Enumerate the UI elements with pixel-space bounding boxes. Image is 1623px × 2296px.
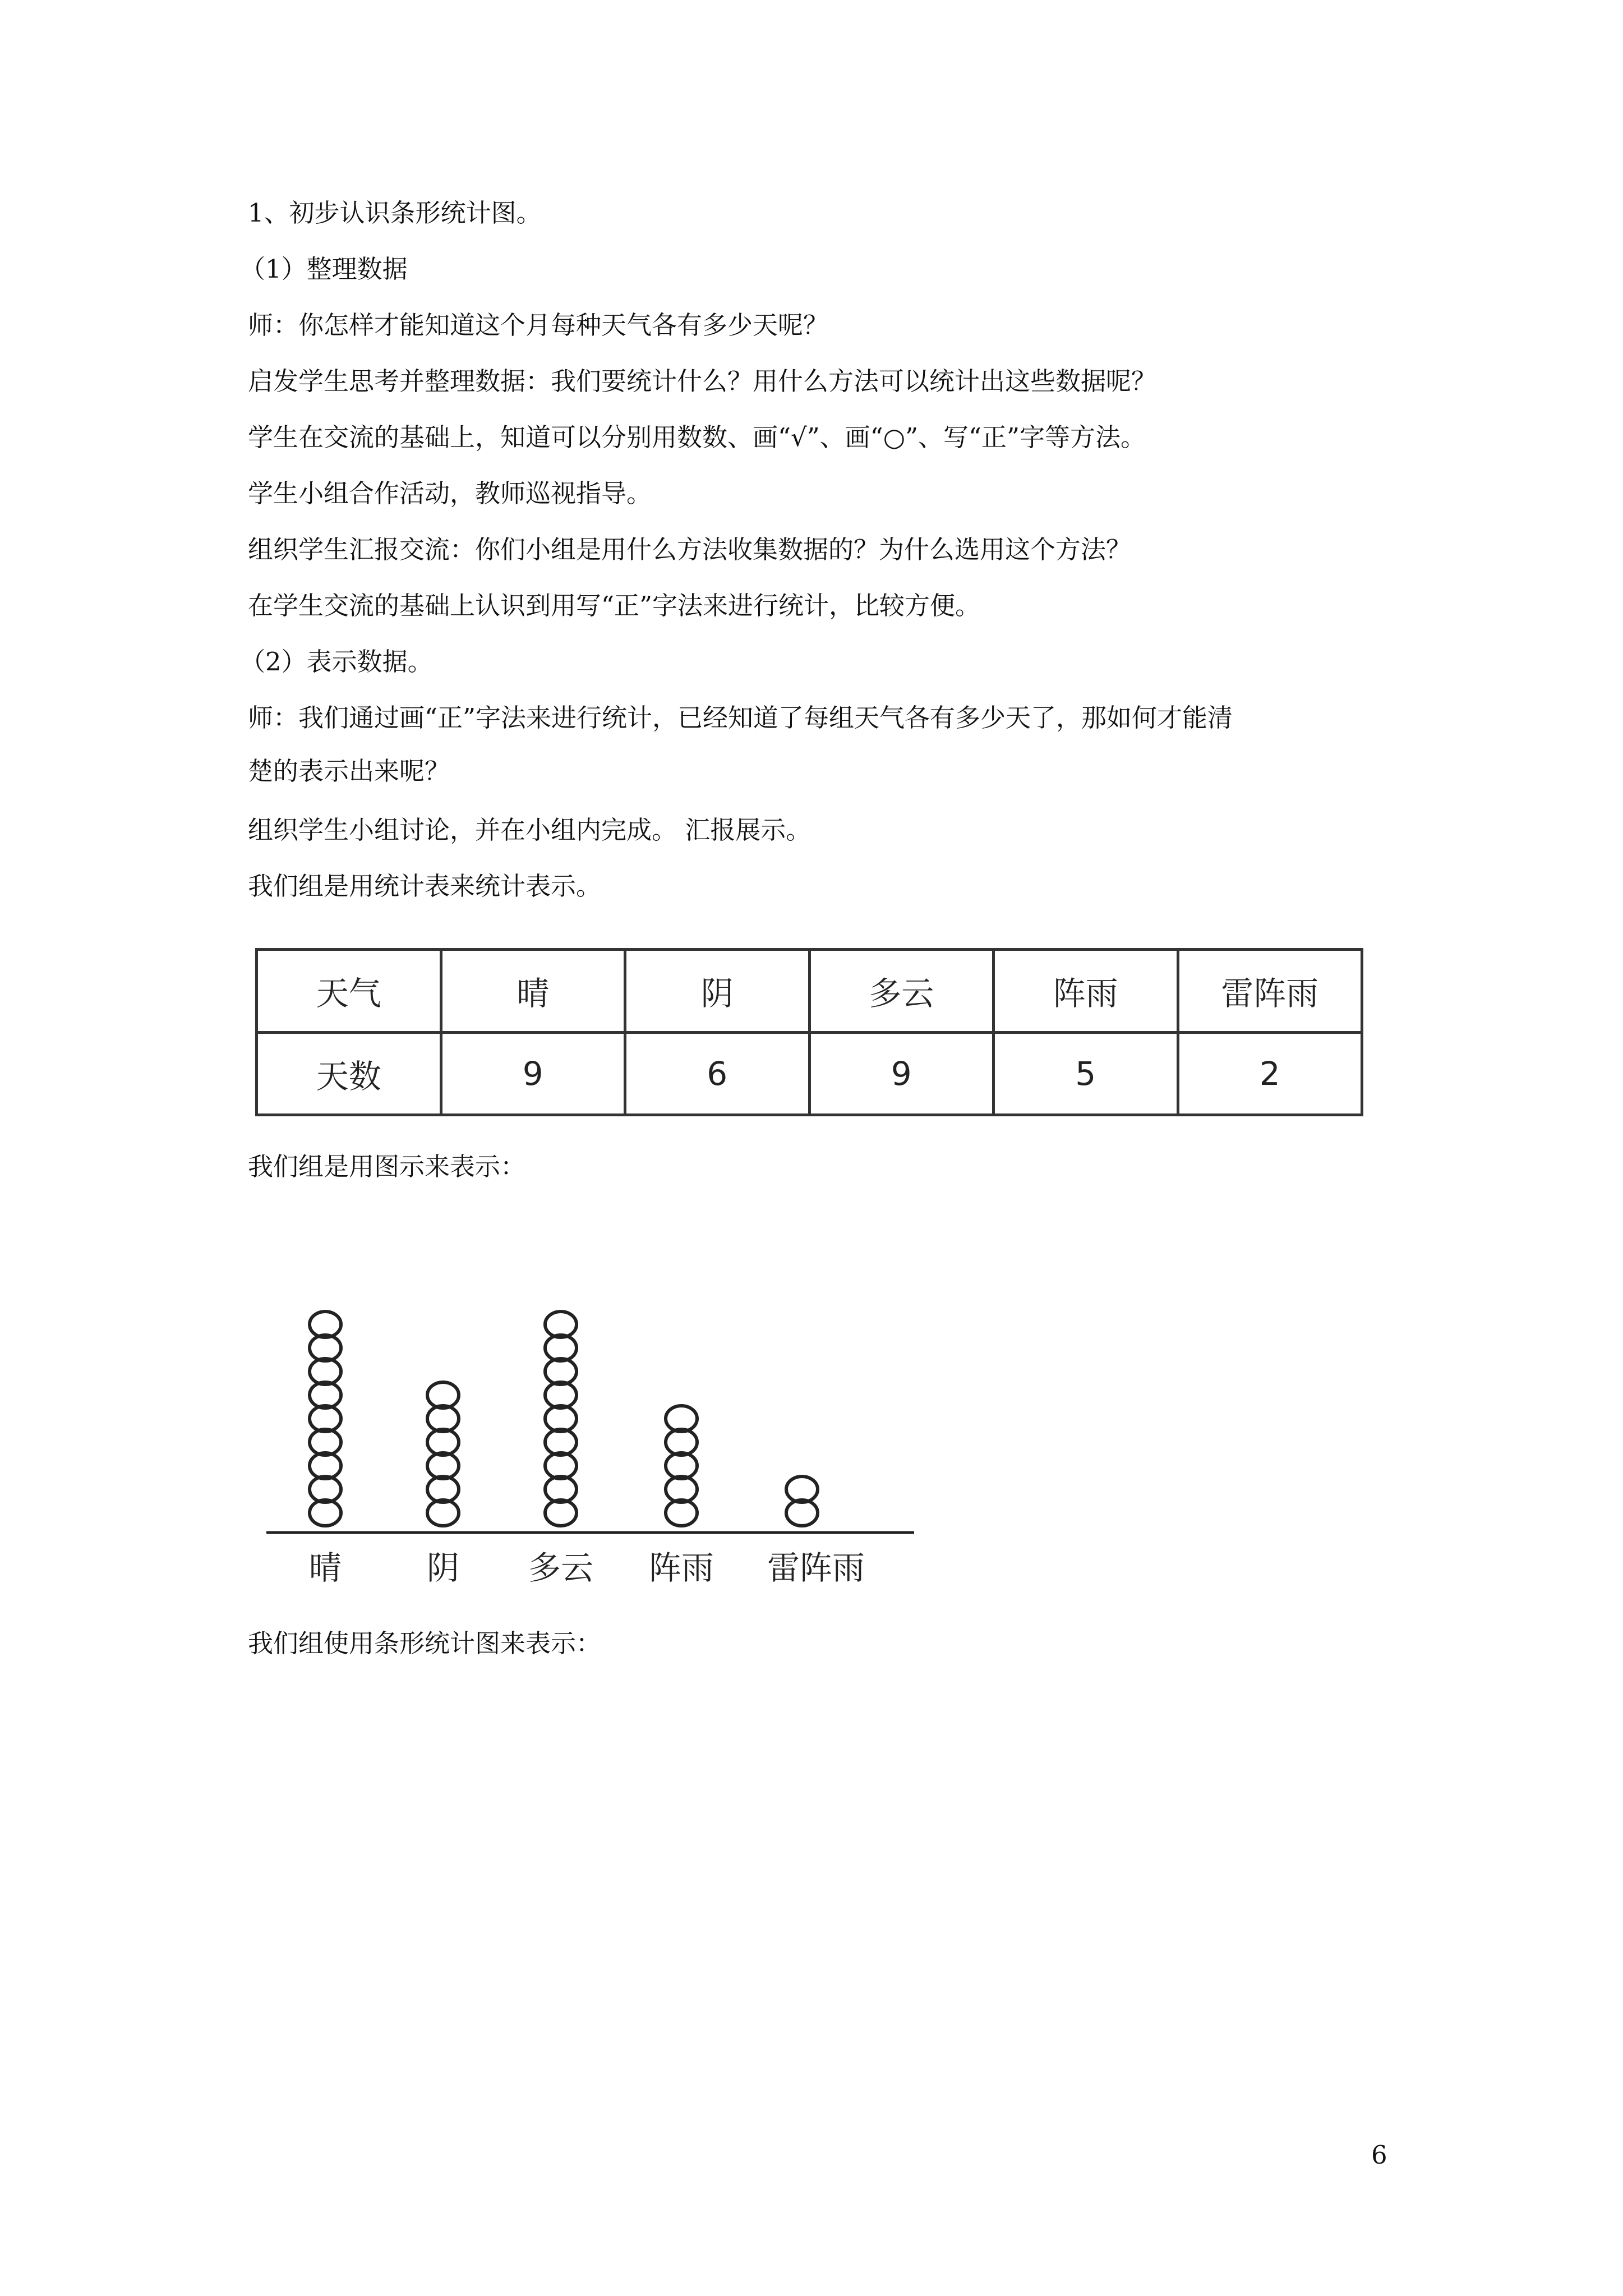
category-label: 晴: [308, 1549, 342, 1587]
table-cell: 多云: [809, 950, 994, 1033]
table-cell: 5: [994, 1032, 1178, 1115]
page-number: 6: [1371, 2140, 1387, 2170]
table-cell: 9: [441, 1032, 625, 1115]
pictograph-chart: [247, 1223, 920, 1604]
paragraph: 学生在交流的基础上，知道可以分别用数数、画“√”、画“○”、写“正”字等方法。: [248, 422, 1146, 452]
table-cell: 2: [1178, 1032, 1362, 1115]
category-label: 雷阵雨: [767, 1549, 865, 1587]
table-cell: 9: [809, 1032, 994, 1115]
subsection-heading: （1）整理数据: [240, 254, 408, 284]
paragraph: 启发学生思考并整理数据：我们要统计什么？用什么方法可以统计出这些数据呢？: [248, 366, 1157, 396]
paragraph: 我们组是用统计表来统计表示。: [248, 871, 602, 901]
category-label: 多云: [528, 1549, 594, 1587]
paragraph: 在学生交流的基础上认识到用写“正”字法来进行统计，比较方便。: [248, 591, 981, 620]
table-cell: 阵雨: [994, 950, 1178, 1033]
category-label: 阵雨: [648, 1549, 714, 1587]
paragraph: 师：你怎样才能知道这个月每种天气各有多少天呢？: [248, 310, 829, 340]
paragraph: 我们组使用条形统计图来表示：: [248, 1628, 602, 1658]
paragraph: 师：我们通过画“正”字法来进行统计，已经知道了每组天气各有多少天了，那如何才能清: [248, 703, 1233, 733]
table-row: [257, 1032, 1362, 1115]
paragraph: 学生小组合作活动，教师巡视指导。: [248, 478, 652, 508]
paragraph: 组织学生汇报交流：你们小组是用什么方法收集数据的？为什么选用这个方法？: [248, 535, 1132, 564]
section-heading: 1、初步认识条形统计图。: [248, 198, 542, 228]
table-cell: 6: [625, 1032, 810, 1115]
paragraph: 组织学生小组讨论，并在小组内完成。 汇报展示。: [248, 815, 811, 845]
weather-table: [255, 948, 1363, 1116]
category-label: 阴: [426, 1549, 460, 1587]
table-cell: 晴: [441, 950, 625, 1033]
subsection-heading: （2）表示数据。: [240, 647, 433, 677]
table-row-header: 天气: [257, 950, 441, 1033]
table-cell: 阴: [625, 950, 810, 1033]
table-cell: 雷阵雨: [1178, 950, 1362, 1033]
table-row-header: 天数: [257, 1032, 441, 1115]
paragraph: 我们组是用图示来表示：: [248, 1152, 526, 1181]
paragraph: 楚的表示出来呢？: [248, 756, 450, 786]
table-row: [257, 950, 1362, 1033]
